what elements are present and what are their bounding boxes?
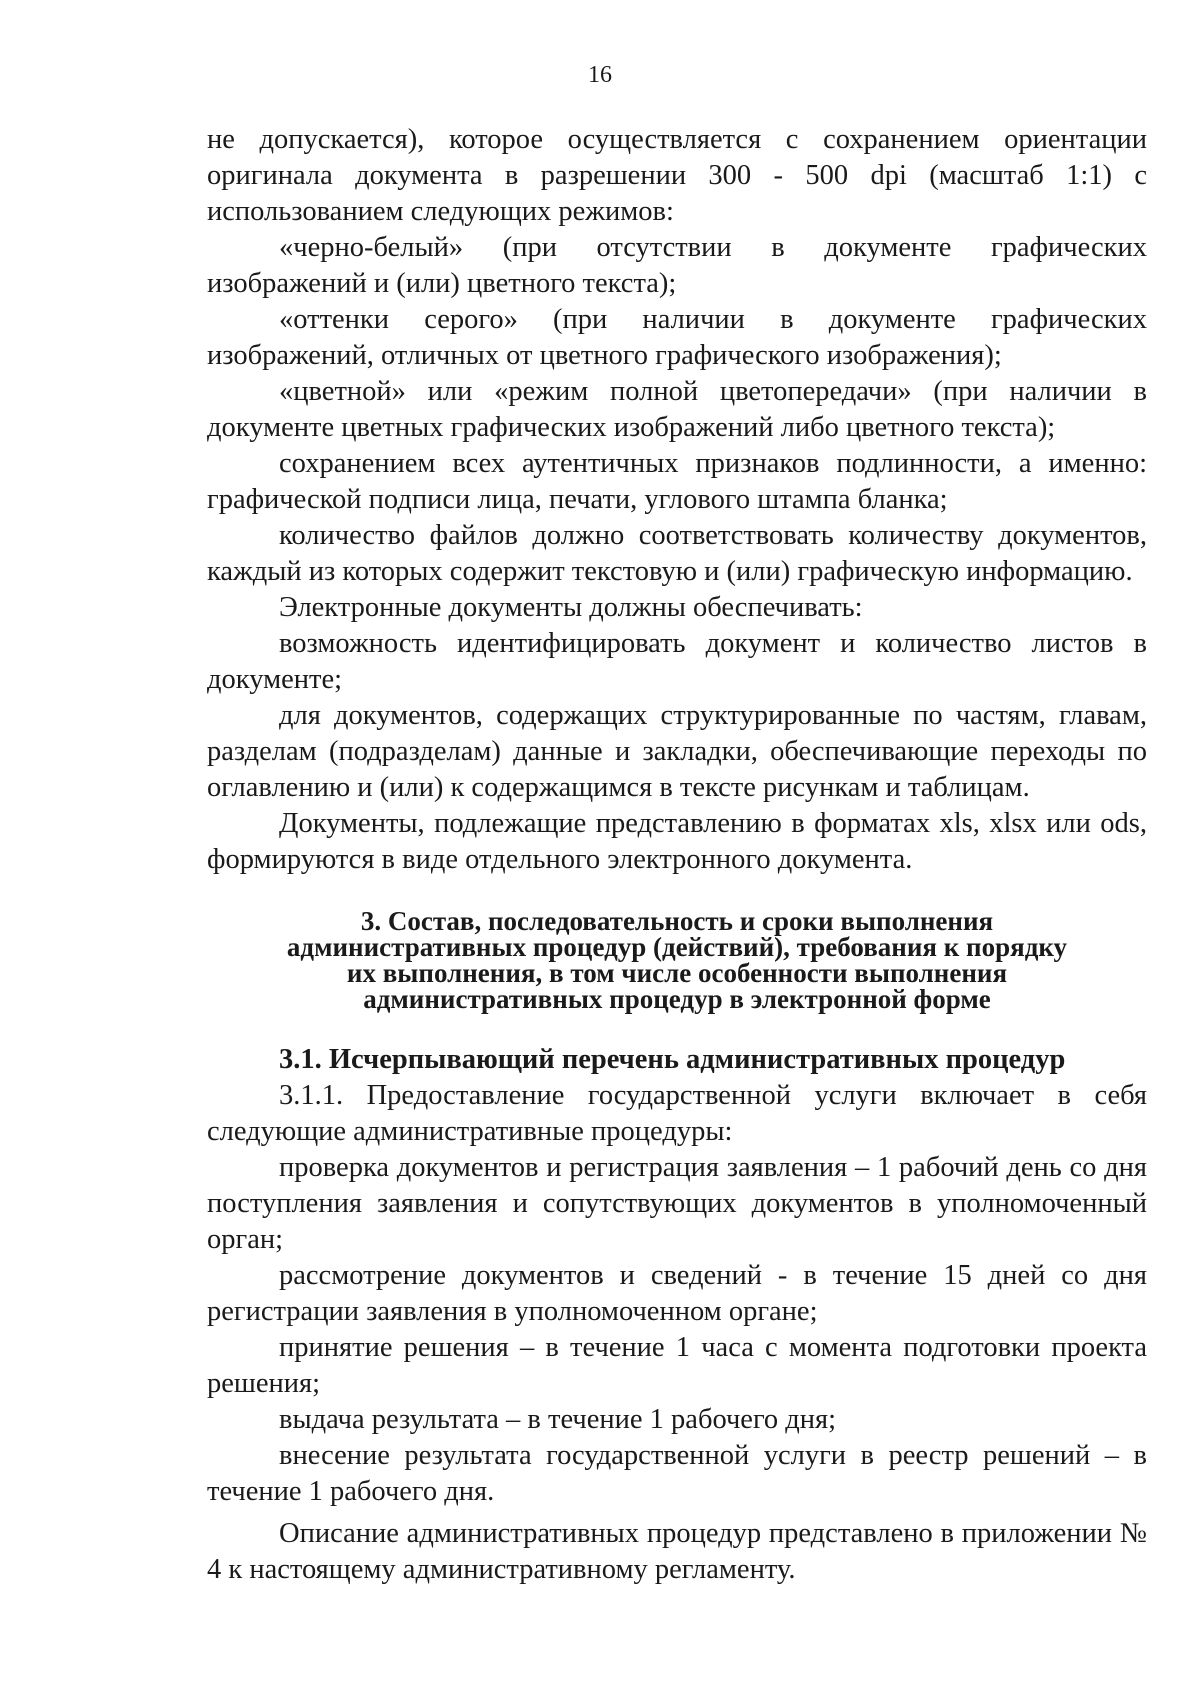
paragraph: проверка документов и регистрация заявления – 1 рабочий день со дня поступления заявления и сопутствующих документов в уполномоченный орган;	[207, 1152, 1147, 1255]
document-body	[207, 122, 1147, 1588]
section-heading-line: административных процедур (действий), требования к порядку	[286, 932, 1068, 962]
paragraph: «черно-белый» (при отсутствии в документе графических изображений и (или) цветного текста);	[207, 232, 1147, 299]
paragraph: сохранением всех аутентичных признаков подлинности, а именно: графической подписи лица, печати, углового штампа бланка;	[207, 448, 1147, 515]
paragraph: для документов, содержащих структурированные по частям, главам, разделам (подразделам) данные и закладки, обеспечивающие переходы по оглавлению и (или) к содержащимся в тексте рисункам и таблицам.	[207, 700, 1147, 803]
paragraph: 3.1.1. Предоставление государственной услуги включает в себя следующие административные процедуры:	[207, 1080, 1147, 1147]
section-heading-line: административных процедур в электронной форме	[363, 984, 991, 1014]
section-heading-line: 3. Состав, последовательность и сроки выполнения	[360, 906, 994, 936]
section-heading-line: их выполнения, в том числе особенности выполнения	[346, 958, 1008, 988]
paragraph: «оттенки серого» (при наличии в документе графических изображений, отличных от цветного графического изображения);	[207, 304, 1147, 371]
paragraph: не допускается), которое осуществляется с сохранением ориентации оригинала документа в разрешении 300 - 500 dpi (масштаб 1:1) с использованием следующих режимов:	[207, 124, 1147, 227]
paragraph: принятие решения – в течение 1 часа с момента подготовки проекта решения;	[207, 1332, 1147, 1399]
paragraph: «цветной» или «режим полной цветопередачи» (при наличии в документе цветных графических изображений либо цветного текста);	[207, 376, 1147, 443]
subsection-heading: 3.1. Исчерпывающий перечень административных процедур	[279, 1044, 1066, 1075]
paragraph: количество файлов должно соответствовать количеству документов, каждый из которых содержит текстовую и (или) графическую информацию.	[207, 520, 1147, 587]
paragraph: выдача результата – в течение 1 рабочего дня;	[279, 1404, 837, 1435]
paragraph: Описание административных процедур представлено в приложении № 4 к настоящему административному регламенту.	[207, 1518, 1147, 1585]
paragraph: Документы, подлежащие представлению в форматах xls, xlsx или ods, формируются в виде отдельного электронного документа.	[207, 808, 1147, 875]
paragraph: внесение результата государственной услуги в реестр решений – в течение 1 рабочего дня.	[207, 1440, 1147, 1507]
paragraph: возможность идентифицировать документ и количество листов в документе;	[207, 628, 1147, 695]
paragraph: рассмотрение документов и сведений - в течение 15 дней со дня регистрации заявления в уполномоченном органе;	[207, 1260, 1147, 1327]
paragraph: Электронные документы должны обеспечивать:	[279, 592, 863, 623]
page-number: 16	[588, 62, 612, 88]
section-heading	[207, 908, 1147, 1012]
